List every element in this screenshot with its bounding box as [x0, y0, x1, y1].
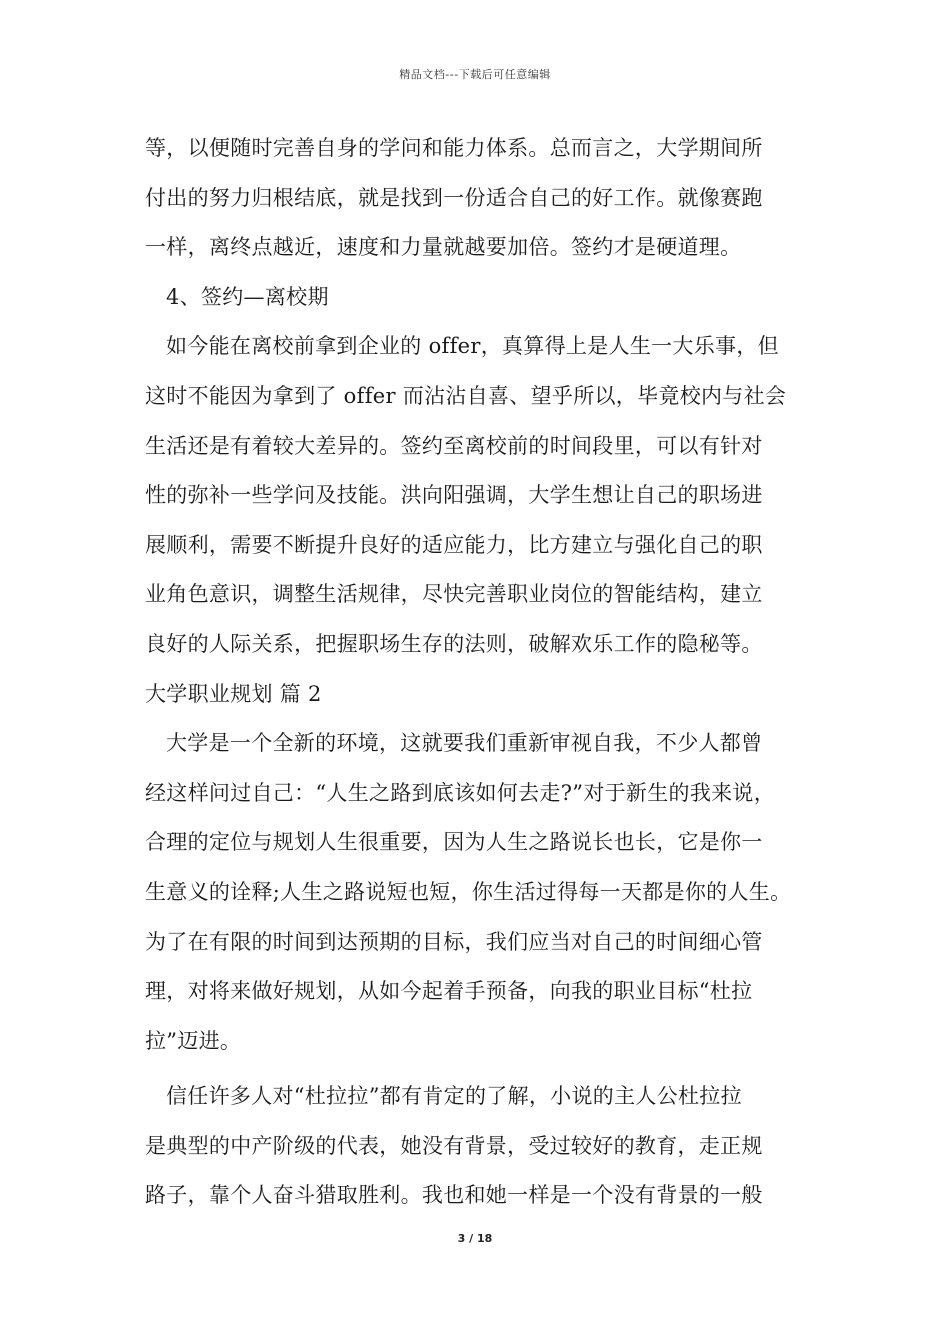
text-line: 业角色意识，调整生活规律，尽快完善职业岗位的智能结构，建立: [145, 582, 763, 607]
text-line: 一样，离终点越近，速度和力量就越要加倍。签约才是硬道理。: [145, 235, 742, 260]
paragraph-first-line: 大学是一个全新的环境，这就要我们重新审视自我，不少人都曾: [166, 731, 763, 756]
text-line: 付出的努力归根结底，就是找到一份适合自己的好工作。就像赛跑: [145, 185, 763, 210]
text-line: 是典型的中产阶级的代表，她没有背景，受过较好的教育，走正规: [145, 1133, 763, 1158]
text-line: 为了在有限的时间到达预期的目标，我们应当对自己的时间细心管: [145, 929, 763, 954]
text-line: 良好的人际关系，把握职场生存的法则，破解欢乐工作的隐秘等。: [145, 631, 763, 656]
paragraph-first-line: 如今能在离校前拿到企业的 offer，真算得上是人生一大乐事，但: [166, 334, 779, 359]
text-line: 等，以便随时完善自身的学问和能力体系。总而言之，大学期间所: [145, 136, 763, 160]
text-line: 路子，靠个人奋斗猎取胜利。我也和她一样是一个没有背景的一般: [145, 1183, 763, 1208]
text-line: 展顺利，需要不断提升良好的适应能力，比方建立与强化自己的职: [145, 532, 763, 557]
text-line: 生意义的诠释;人生之路说短也短，你生活过得每一天都是你的人生。: [145, 879, 792, 904]
text-line: 拉”迈进。: [145, 1028, 242, 1053]
text-line: 这时不能因为拿到了 offer 而沾沾自喜、望乎所以，毕竟校内与社会: [145, 383, 787, 408]
paragraph-first-line: 信任许多人对“杜拉拉”都有肯定的了解，小说的主人公杜拉拉: [166, 1084, 742, 1109]
page-header: 精品文档---下载后可任意编辑: [399, 68, 551, 81]
page-number: 3 / 18: [457, 1232, 493, 1245]
text-line: 合理的定位与规划人生很重要，因为人生之路说长也长，它是你一: [145, 830, 763, 855]
text-line: 性的弥补一些学问及技能。洪向阳强调，大学生想让自己的职场进: [145, 483, 763, 508]
text-line: 理，对将来做好规划，从如今起着手预备，向我的职业目标“杜拉: [145, 979, 753, 1004]
text-line: 生活还是有着较大差异的。签约至离校前的时间段里，可以有针对: [145, 433, 763, 458]
section-heading: 4、签约—离校期: [166, 284, 329, 309]
document-body: [145, 124, 813, 1221]
section-title: 大学职业规划 篇 2: [145, 681, 322, 706]
text-line: 经这样问过自己：“人生之路到底该如何去走?”对于新生的我来说，: [145, 780, 776, 805]
